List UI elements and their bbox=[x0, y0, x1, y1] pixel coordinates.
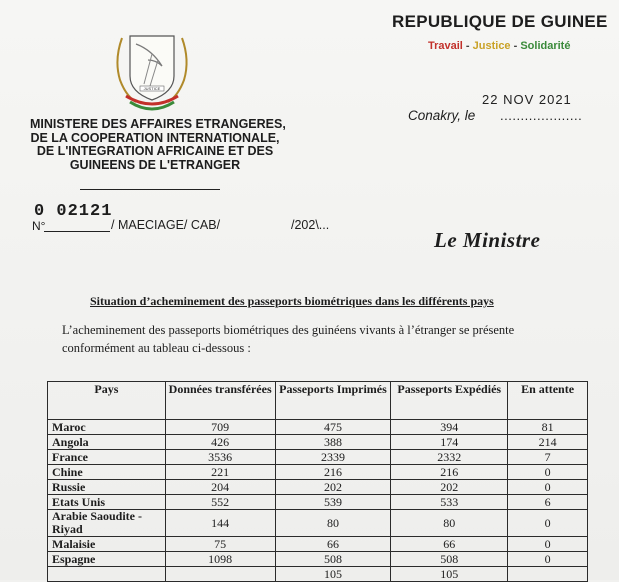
table-row bbox=[48, 450, 588, 465]
table-row bbox=[48, 552, 588, 567]
cell-expedies: 533 bbox=[391, 495, 508, 510]
cell-attente: 214 bbox=[508, 435, 588, 450]
cell-imprimes: 80 bbox=[275, 510, 391, 537]
cell-transferees: 3536 bbox=[165, 450, 275, 465]
table-row bbox=[48, 465, 588, 480]
cell-pays: Russie bbox=[48, 480, 166, 495]
cell-imprimes: 539 bbox=[275, 495, 391, 510]
ministry-divider bbox=[80, 189, 220, 190]
cell-imprimes: 508 bbox=[275, 552, 391, 567]
table-row bbox=[48, 480, 588, 495]
signatory-title: Le Ministre bbox=[434, 228, 541, 252]
cell-expedies: 66 bbox=[391, 537, 508, 552]
republic-heading: REPUBLIQUE DE GUINEE bbox=[392, 12, 608, 31]
cell-pays: Maroc bbox=[48, 420, 166, 435]
reference-year: /202\... bbox=[291, 218, 330, 232]
cell-transferees: 709 bbox=[165, 420, 275, 435]
cell-expedies: 105 bbox=[391, 567, 508, 582]
table-row bbox=[48, 495, 588, 510]
ministry-line: GUINEENS DE L'ETRANGER bbox=[69, 157, 241, 172]
cell-pays: Angola bbox=[48, 435, 166, 450]
cell-imprimes: 475 bbox=[275, 420, 391, 435]
cell-attente: 0 bbox=[508, 537, 588, 552]
cell-attente: 0 bbox=[508, 480, 588, 495]
cell-pays: France bbox=[48, 450, 166, 465]
reference-underline bbox=[44, 231, 110, 232]
reference-number: 0 02121 bbox=[34, 202, 113, 221]
cell-attente: 81 bbox=[508, 420, 588, 435]
intro-paragraph: L’acheminement des passeports biométriques des guinéens vivants à l’étranger se présente conformément au tableau ci-dessous : bbox=[62, 323, 515, 355]
motto-solidarite: Solidarité bbox=[520, 40, 571, 52]
table-row bbox=[48, 567, 588, 582]
motto-separator: - bbox=[462, 40, 473, 52]
motto-travail: Travail bbox=[428, 40, 463, 52]
motto-separator: - bbox=[510, 40, 521, 52]
coat-of-arms-emblem bbox=[112, 30, 192, 116]
national-motto bbox=[428, 40, 570, 52]
table-header-row bbox=[48, 382, 588, 420]
table-row bbox=[48, 420, 588, 435]
cell-imprimes: 105 bbox=[275, 567, 391, 582]
cell-transferees: 1098 bbox=[165, 552, 275, 567]
col-header-attente: En attente bbox=[508, 382, 588, 420]
ministry-line: MINISTERE DES AFFAIRES ETRANGERES, bbox=[30, 117, 286, 131]
cell-attente: 0 bbox=[508, 465, 588, 480]
cell-pays: Etats Unis bbox=[48, 495, 166, 510]
cell-attente: 7 bbox=[508, 450, 588, 465]
cell-pays bbox=[48, 567, 166, 582]
cell-expedies: 174 bbox=[391, 435, 508, 450]
cell-expedies: 216 bbox=[391, 465, 508, 480]
emblem-motto-label: JUSTICE bbox=[143, 86, 161, 91]
cell-transferees: 426 bbox=[165, 435, 275, 450]
table-row bbox=[48, 510, 588, 537]
cell-attente: 0 bbox=[508, 510, 588, 537]
col-header-transferees: Données transférées bbox=[165, 382, 275, 420]
cell-transferees: 221 bbox=[165, 465, 275, 480]
col-header-imprimes: Passeports Imprimés bbox=[275, 382, 391, 420]
cell-imprimes: 388 bbox=[275, 435, 391, 450]
ministry-line: DE L'INTEGRATION AFRICAINE ET DES bbox=[36, 144, 274, 158]
ministry-line: DE LA COOPERATION INTERNATIONALE, bbox=[30, 130, 280, 145]
cell-transferees bbox=[165, 567, 275, 582]
cell-transferees: 75 bbox=[165, 537, 275, 552]
table-row bbox=[48, 435, 588, 450]
col-header-pays: Pays bbox=[48, 382, 166, 420]
date-dotted-line: .................... bbox=[500, 108, 583, 123]
cell-attente: 0 bbox=[508, 552, 588, 567]
cell-attente bbox=[508, 567, 588, 582]
cell-transferees: 552 bbox=[165, 495, 275, 510]
cell-pays: Chine bbox=[48, 465, 166, 480]
cell-expedies: 508 bbox=[391, 552, 508, 567]
cell-transferees: 204 bbox=[165, 480, 275, 495]
cell-pays: Arabie Saoudite - Riyad bbox=[48, 510, 166, 537]
cell-imprimes: 216 bbox=[275, 465, 391, 480]
cell-pays: Malaisie bbox=[48, 537, 166, 552]
date-stamp: 22 NOV 2021 bbox=[482, 92, 572, 107]
cell-pays: Espagne bbox=[48, 552, 166, 567]
reference-n-label: N° bbox=[32, 219, 46, 233]
table-row bbox=[48, 537, 588, 552]
document-title: Situation d’acheminement des passeports biométriques dans les différents pays bbox=[90, 294, 494, 308]
place-label: Conakry, le bbox=[408, 108, 476, 123]
cell-imprimes: 2339 bbox=[275, 450, 391, 465]
cell-transferees: 144 bbox=[165, 510, 275, 537]
motto-justice: Justice bbox=[472, 40, 511, 52]
reference-code: / MAECIAGE/ CAB/ bbox=[111, 218, 221, 232]
cell-imprimes: 202 bbox=[275, 480, 391, 495]
cell-imprimes: 66 bbox=[275, 537, 391, 552]
cell-expedies: 80 bbox=[391, 510, 508, 537]
cell-attente: 6 bbox=[508, 495, 588, 510]
cell-expedies: 202 bbox=[391, 480, 508, 495]
passport-status-table bbox=[47, 381, 588, 582]
cell-expedies: 2332 bbox=[391, 450, 508, 465]
col-header-expedies: Passeports Expédiés bbox=[391, 382, 508, 420]
cell-expedies: 394 bbox=[391, 420, 508, 435]
ministry-name bbox=[30, 117, 286, 172]
